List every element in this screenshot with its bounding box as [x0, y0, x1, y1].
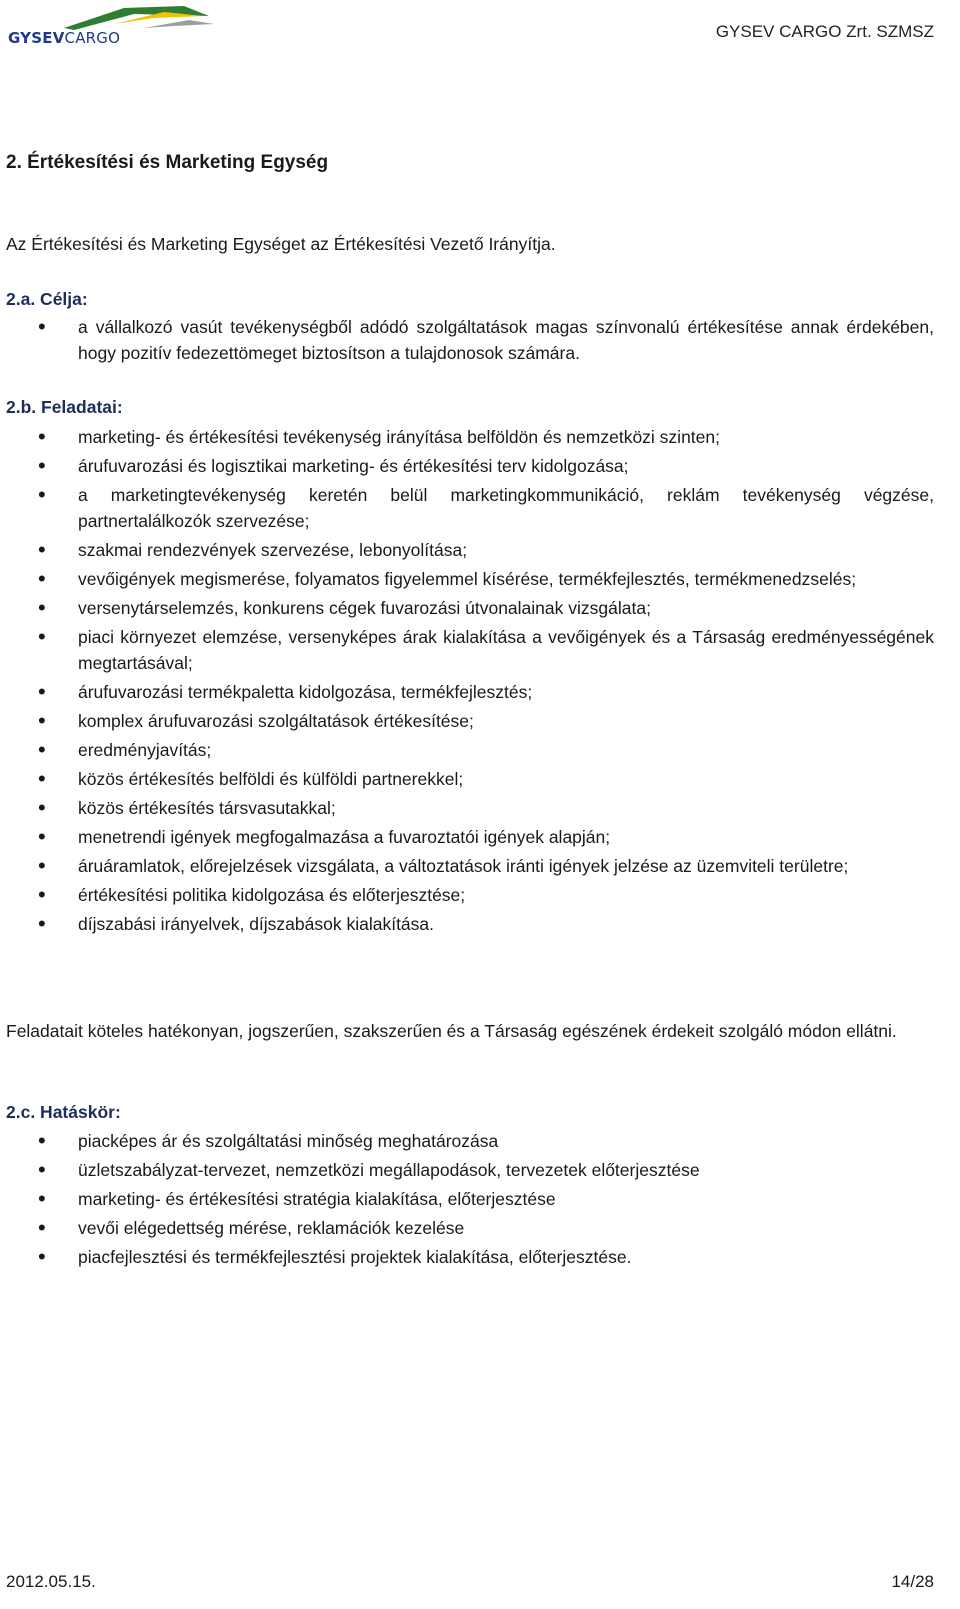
- list-item: • áruáramlatok, előrejelzések vizsgálata, a változtatások iránti igények jelzése az üzemviteli területre;: [6, 853, 934, 879]
- page-header: [0, 0, 960, 50]
- hataskor-heading: 2.c. Hatáskör:: [6, 1102, 121, 1122]
- list-item: • piacfejlesztési és termékfejlesztési projektek kialakítása, előterjesztése.: [6, 1244, 934, 1270]
- list-item: • eredményjavítás;: [6, 737, 934, 763]
- feladatai-heading: 2.b. Feladatai:: [6, 397, 123, 417]
- celja-list: [6, 314, 934, 369]
- logo-text-cargo: CARGO: [64, 29, 121, 47]
- list-item: • a vállalkozó vasút tevékenységből adódó szolgáltatások magas színvonalú értékesítése annak érdekében, hogy pozitív fedezettömeget biztosítson a tulajdonosok számára.: [6, 314, 934, 366]
- list-item: • árufuvarozási és logisztikai marketing- és értékesítési terv kidolgozása;: [6, 453, 934, 479]
- feladatai-list: [6, 424, 934, 940]
- logo-wordmark: [8, 29, 120, 47]
- list-item: • vevői elégedettség mérése, reklamációk kezelése: [6, 1215, 934, 1241]
- list-item: • versenytárselemzés, konkurens cégek fuvarozási útvonalainak vizsgálata;: [6, 595, 934, 621]
- list-item: • vevőigények megismerése, folyamatos figyelemmel kísérése, termékfejlesztés, termékmenedzselés;: [6, 566, 934, 592]
- list-item: • piaci környezet elemzése, versenyképes árak kialakítása a vevőigények és a Társaság eredményességének megtartásával;: [6, 624, 934, 676]
- hataskor-list: [6, 1128, 934, 1273]
- document-title: GYSEV CARGO Zrt. SZMSZ: [715, 22, 934, 41]
- section-intro: Az Értékesítési és Marketing Egységet az Értékesítési Vezető Irányítja.: [6, 234, 556, 254]
- celja-heading: 2.a. Célja:: [6, 289, 88, 309]
- section-title: 2. Értékesítési és Marketing Egység: [6, 152, 329, 173]
- list-item: • üzletszabályzat-tervezet, nemzetközi megállapodások, tervezetek előterjesztése: [6, 1157, 934, 1183]
- list-item: • marketing- és értékesítési tevékenység irányítása belföldön és nemzetközi szinten;: [6, 424, 934, 450]
- logo-swoosh-icon: [4, 2, 214, 32]
- list-item: • közös értékesítés társvasutakkal;: [6, 795, 934, 821]
- list-item: • közös értékesítés belföldi és külföldi partnerekkel;: [6, 766, 934, 792]
- company-logo: [4, 2, 214, 47]
- list-item: • marketing- és értékesítési stratégia kialakítása, előterjesztése: [6, 1186, 934, 1212]
- list-item: • piacképes ár és szolgáltatási minőség meghatározása: [6, 1128, 934, 1154]
- list-item: • menetrendi igények megfogalmazása a fuvaroztatói igények alapján;: [6, 824, 934, 850]
- footer-date: 2012.05.15.: [6, 1572, 96, 1591]
- list-item: • komplex árufuvarozási szolgáltatások értékesítése;: [6, 708, 934, 734]
- list-item: • díjszabási irányelvek, díjszabások kialakítása.: [6, 911, 934, 937]
- logo-text-gysev: GYSEV: [8, 29, 65, 47]
- list-item: • a marketingtevékenység keretén belül marketingkommunikáció, reklám tevékenység végzése, partnertalálkozók szervezése;: [6, 482, 934, 534]
- closing-paragraph: Feladatait köteles hatékonyan, jogszerűen, szakszerűen és a Társaság egészének érdekeit szolgáló módon ellátni.: [6, 1021, 897, 1041]
- list-item: • értékesítési politika kidolgozása és előterjesztése;: [6, 882, 934, 908]
- list-item: • szakmai rendezvények szervezése, lebonyolítása;: [6, 537, 934, 563]
- footer-page-number: 14/28: [891, 1572, 934, 1591]
- list-item: • árufuvarozási termékpaletta kidolgozása, termékfejlesztés;: [6, 679, 934, 705]
